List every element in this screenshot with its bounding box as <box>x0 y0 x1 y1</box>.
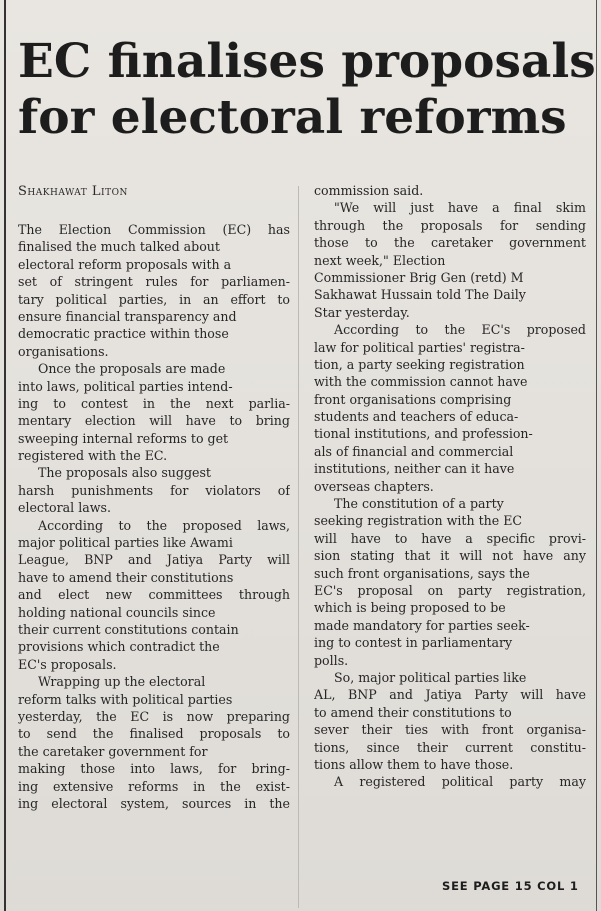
text-line: reform talks with political parties <box>18 691 233 707</box>
text-line: their current constitutions contain <box>18 621 239 637</box>
text-line: will have to have a specific provi- <box>314 530 586 546</box>
text-line: overseas chapters. <box>314 478 434 494</box>
text-line: The proposals also suggest <box>38 465 211 481</box>
text-line: next week," Election <box>314 252 446 268</box>
left-column <box>18 221 290 812</box>
text-line: to send the finalised proposals to <box>18 726 290 742</box>
text-line: Wrapping up the electoral <box>38 674 206 690</box>
headline-line: for electoral reforms <box>18 90 567 145</box>
text-line: According to the proposed laws, <box>38 517 290 533</box>
text-line: "We will just have a final skim <box>334 200 586 216</box>
text-line: tional institutions, and profession- <box>314 426 533 442</box>
text-line: sever their ties with front organisa- <box>314 722 586 738</box>
text-line: tion, a party seeking registration <box>314 356 525 372</box>
left-border-rule <box>4 0 6 911</box>
headline-line: EC finalises proposals <box>18 34 596 89</box>
text-line: organisations. <box>18 343 109 359</box>
text-line: ing electoral system, sources in the <box>18 795 290 811</box>
text-line: students and teachers of educa- <box>314 409 519 425</box>
text-line: such front organisations, says the <box>314 565 530 581</box>
text-line: tary political parties, in an effort to <box>18 291 290 307</box>
text-line: ing to contest in the next parlia- <box>18 395 290 411</box>
text-line: ensure financial transparency and <box>18 308 237 324</box>
text-line: have to amend their constitutions <box>18 569 234 585</box>
text-line: League, BNP and Jatiya Party will <box>18 552 290 568</box>
text-line: and elect new committees through <box>18 587 290 603</box>
text-line: with the commission cannot have <box>314 374 528 390</box>
text-line: into laws, political parties intend- <box>18 378 233 394</box>
text-line: law for political parties' registra- <box>314 339 525 355</box>
text-line: tions allow them to have those. <box>314 756 514 772</box>
text-line: major political parties like Awami <box>18 535 233 551</box>
text-line: So, major political parties like <box>334 669 527 685</box>
text-line: provisions which contradict the <box>18 639 220 655</box>
text-line: the caretaker government for <box>18 743 208 759</box>
text-line: AL, BNP and Jatiya Party will have <box>314 687 586 703</box>
byline: Shakhawat Liton <box>18 184 128 199</box>
text-line: electoral reform proposals with a <box>18 256 232 272</box>
right-column <box>314 182 586 791</box>
text-line: EC's proposal on party registration, <box>314 582 586 598</box>
text-line: According to the EC's proposed <box>334 322 586 338</box>
text-line: The constitution of a party <box>334 496 504 512</box>
text-line: yesterday, the EC is now preparing <box>18 708 290 724</box>
text-line: harsh punishments for violators of <box>18 482 290 498</box>
text-line: institutions, neither can it have <box>314 461 515 477</box>
text-line: registered with the EC. <box>18 448 168 464</box>
column-divider <box>298 186 299 908</box>
text-line: electoral laws. <box>18 500 111 516</box>
text-line: those to the caretaker government <box>314 235 586 251</box>
text-line: EC's proposals. <box>18 656 117 672</box>
text-line: tions, since their current constitu- <box>314 739 586 755</box>
text-line: Commissioner Brig Gen (retd) M <box>314 269 524 285</box>
text-line: Once the proposals are made <box>38 361 226 377</box>
text-line: to amend their constitutions to <box>314 704 512 720</box>
text-line: ing to contest in parliamentary <box>314 635 513 651</box>
text-line: made mandatory for parties seek- <box>314 617 530 633</box>
text-line: als of financial and commercial <box>314 443 514 459</box>
text-line: Sakhawat Hussain told The Daily <box>314 287 526 303</box>
text-line: seeking registration with the EC <box>314 513 523 529</box>
text-line: sion stating that it will not have any <box>314 548 586 564</box>
text-line: set of stringent rules for parliamen- <box>18 274 290 290</box>
text-line: Star yesterday. <box>314 304 410 320</box>
text-line: polls. <box>314 652 349 668</box>
text-line: The Election Commission (EC) has <box>18 222 290 237</box>
text-line: democratic practice within those <box>18 326 229 342</box>
text-line: holding national councils since <box>18 604 216 620</box>
text-line: ing extensive reforms in the exist- <box>18 778 290 794</box>
text-line: making those into laws, for bring- <box>18 761 290 777</box>
text-line: mentary election will have to bring <box>18 413 290 429</box>
text-line: A registered political party may <box>334 774 586 790</box>
text-line: which is being proposed to be <box>314 600 506 616</box>
text-line: front organisations comprising <box>314 391 512 407</box>
text-line: sweeping internal reforms to get <box>18 430 229 446</box>
continuation-note: SEE PAGE 15 COL 1 <box>442 879 579 893</box>
headline <box>18 34 598 146</box>
text-line: finalised the much talked about <box>18 239 220 255</box>
text-line: through the proposals for sending <box>314 217 586 233</box>
text-line: commission said. <box>314 183 424 198</box>
